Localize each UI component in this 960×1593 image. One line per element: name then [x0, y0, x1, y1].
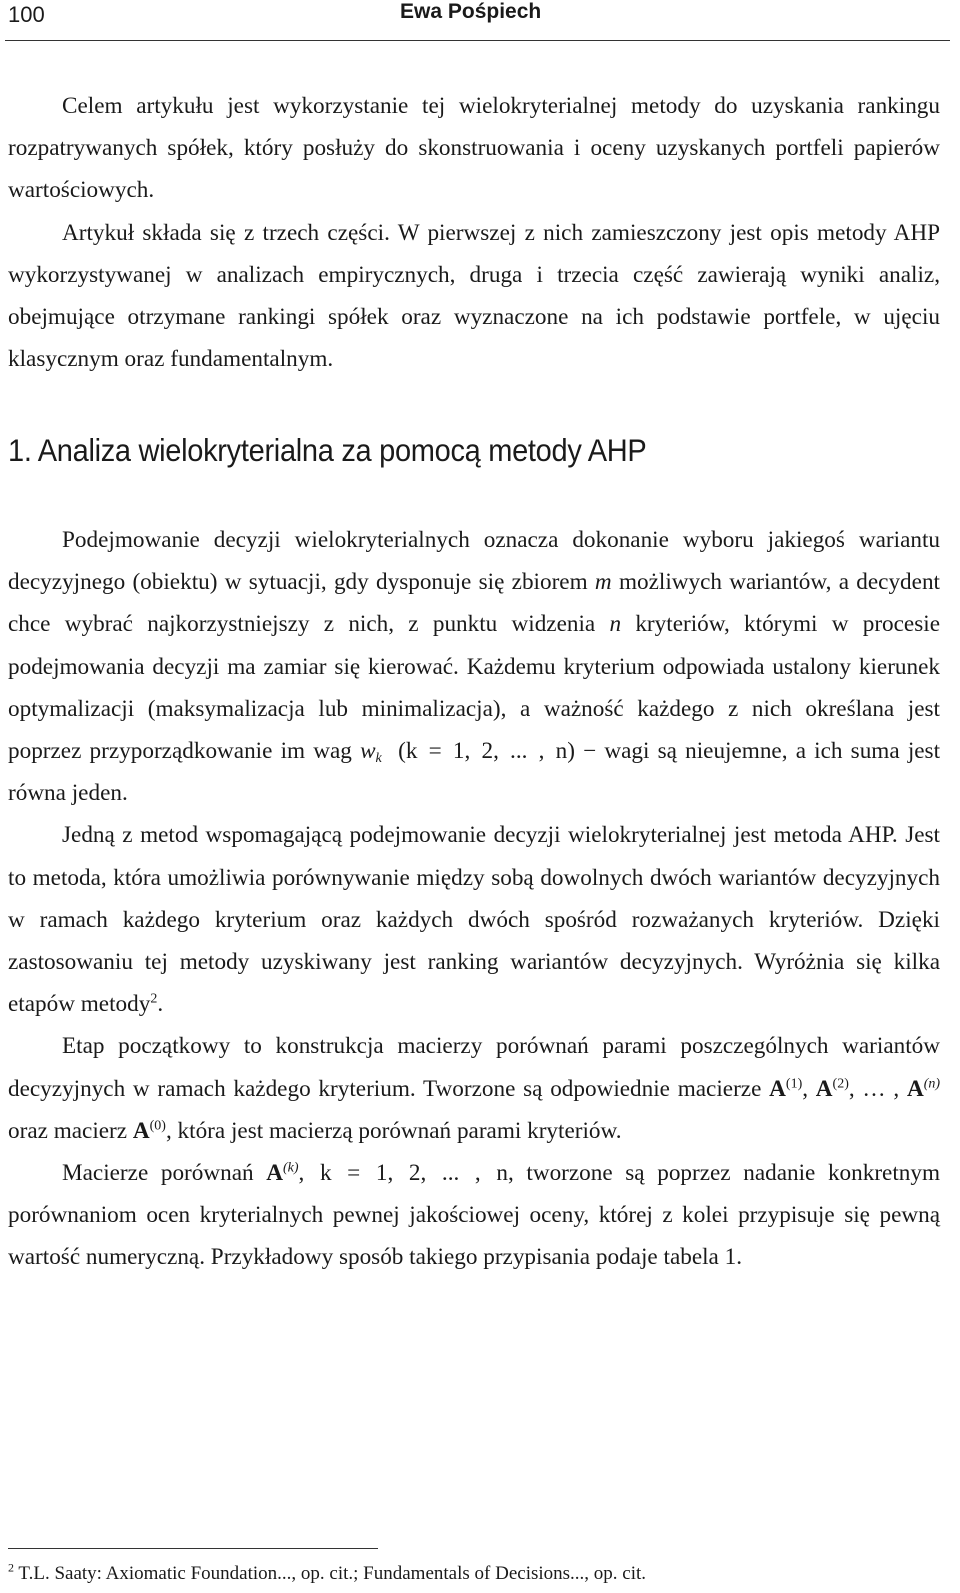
math-m: m [594, 569, 612, 596]
running-author: Ewa Pośpiech [400, 0, 542, 23]
math-superscript: (k) [282, 1160, 299, 1176]
footnote-ref[interactable]: 2 [150, 991, 158, 1007]
text-run: tworzone są poprzez nadanie konkretnym porównaniom ocen kryterialnych pewnej jakościowej oceny, której z kolei przypisuje się pewną wartość numeryczną. Przykładowy sposób takiego przypisania podaje tabela 1. [8, 1160, 941, 1271]
paragraph-comparisons [8, 1152, 940, 1279]
math-matrix-A: A [266, 1160, 283, 1187]
math-formula-k: , k = 1, 2, ... , n, [298, 1160, 514, 1187]
page-number: 100 [8, 2, 45, 27]
footnote [8, 1560, 647, 1585]
header-rule [5, 40, 950, 41]
footnote-number: 2 [8, 1560, 14, 1575]
paragraph-definition [8, 519, 940, 814]
text-run: Etap początkowy to konstrukcja macierzy porównań parami poszczególnych wariantów decyzyjnych w ramach każdego kryterium. Tworzone są odpowiednie macierze [8, 1033, 940, 1102]
text-run: oraz macierz [8, 1117, 133, 1144]
text-run: − wagi są nieujemne, a ich suma jest równa jeden. [8, 738, 941, 807]
text-run: możliwych wariantów, a decydent chce wybrać najkorzystniejszy z nich, z punktu widzenia [8, 569, 940, 638]
math-superscript: (n) [923, 1075, 941, 1091]
math-subscript-k: k [375, 751, 382, 767]
footnote-text: T.L. Saaty: Axiomatic Foundation..., op. cit.; Fundamentals of Decisions..., op. cit. [14, 1563, 647, 1584]
paragraph-structure: Artykuł składa się z trzech części. W pierwszej z nich zamieszczony jest opis metody AHP wykorzystywanej w analizach empirycznych, druga i trzecia część zawierają wyniki analiz, obejmujące otrzymane rankingi spółek oraz wyznaczone na ich podstawie portfele, w ujęciu klasycznym oraz fundamentalnym. [8, 219, 940, 373]
math-n: n [609, 611, 622, 638]
section-body [8, 519, 940, 1279]
text-run: Podejmowanie decyzji wielokryterialnych oznacza dokonanie wyboru jakiegoś wariantu decyzyjnego (obiektu) w sytuacji, gdy dysponuje się zbiorem [8, 527, 940, 596]
math-matrix-A: A [906, 1075, 924, 1102]
text-run: Jedną z metod wspomagającą podejmowanie decyzji wielokryterialnej jest metoda AHP. Jest to metoda, która umożliwia porównywanie między sobą dowolnych dwóch wariantów decyzyjnych w ramach każdego kryterium oraz każdych dwóch spośród rozważanych kryteriów. Dzięki zastosowaniu tej metody uzyskiwany jest ranking wariantów decyzyjnych. Wyróżnia się kilka etapów metody [8, 822, 940, 1018]
paragraph-ahp [8, 814, 940, 1025]
math-matrix-A: A [132, 1117, 150, 1144]
paragraph-aim: Celem artykułu jest wykorzystanie tej wielokryterialnej metody do uzyskania rankingu rozpatrywanych spółek, który posłuży do skonstruowania i oceny uzyskanych portfeli papierów wartościowych. [8, 93, 940, 204]
paragraph-matrices: Etap początkowy to konstrukcja macierzy porównań parami poszczególnych wariantów decyzyjnych w ramach każdego kryterium. Tworzone są odpowiednie macierze $A^{(1)}$, $A^{(2)}$, … , $A^{(n)}$ oraz macierz $A^{(0)}$, która jest macierzą porównań parami kryteriów. [8, 1033, 941, 1144]
text-run: kryteriów, którymi w procesie podejmowania decyzji ma zamiar się kierować. Każdemu kryterium odpowiada ustalony kierunek optymalizacji (maksymalizacja lub minimalizacja), a ważność każdego z nich określana jest poprzez przyporządkowanie im wag [8, 611, 940, 765]
math-formula-k: (k = 1, 2, ... , n) [398, 738, 575, 765]
math-w: w [360, 738, 376, 765]
text-run: . [157, 991, 164, 1018]
running-header [0, 0, 960, 36]
math-superscript: (2) [832, 1075, 849, 1091]
math-ellipsis: , … , [848, 1075, 907, 1102]
math-superscript: (1) [785, 1075, 803, 1091]
footnote-rule [8, 1548, 378, 1549]
section-heading: 1. Analiza wielokryterialna za pomocą metody AHP [8, 434, 647, 469]
text-run: , która jest macierzą porównań parami kryteriów. [165, 1117, 622, 1144]
math-matrix-A: A [769, 1075, 786, 1102]
text-run: Macierze porównań [62, 1160, 267, 1187]
intro-text [8, 85, 940, 380]
math-superscript: (0) [149, 1118, 166, 1134]
math-matrix-A: A [815, 1075, 833, 1102]
